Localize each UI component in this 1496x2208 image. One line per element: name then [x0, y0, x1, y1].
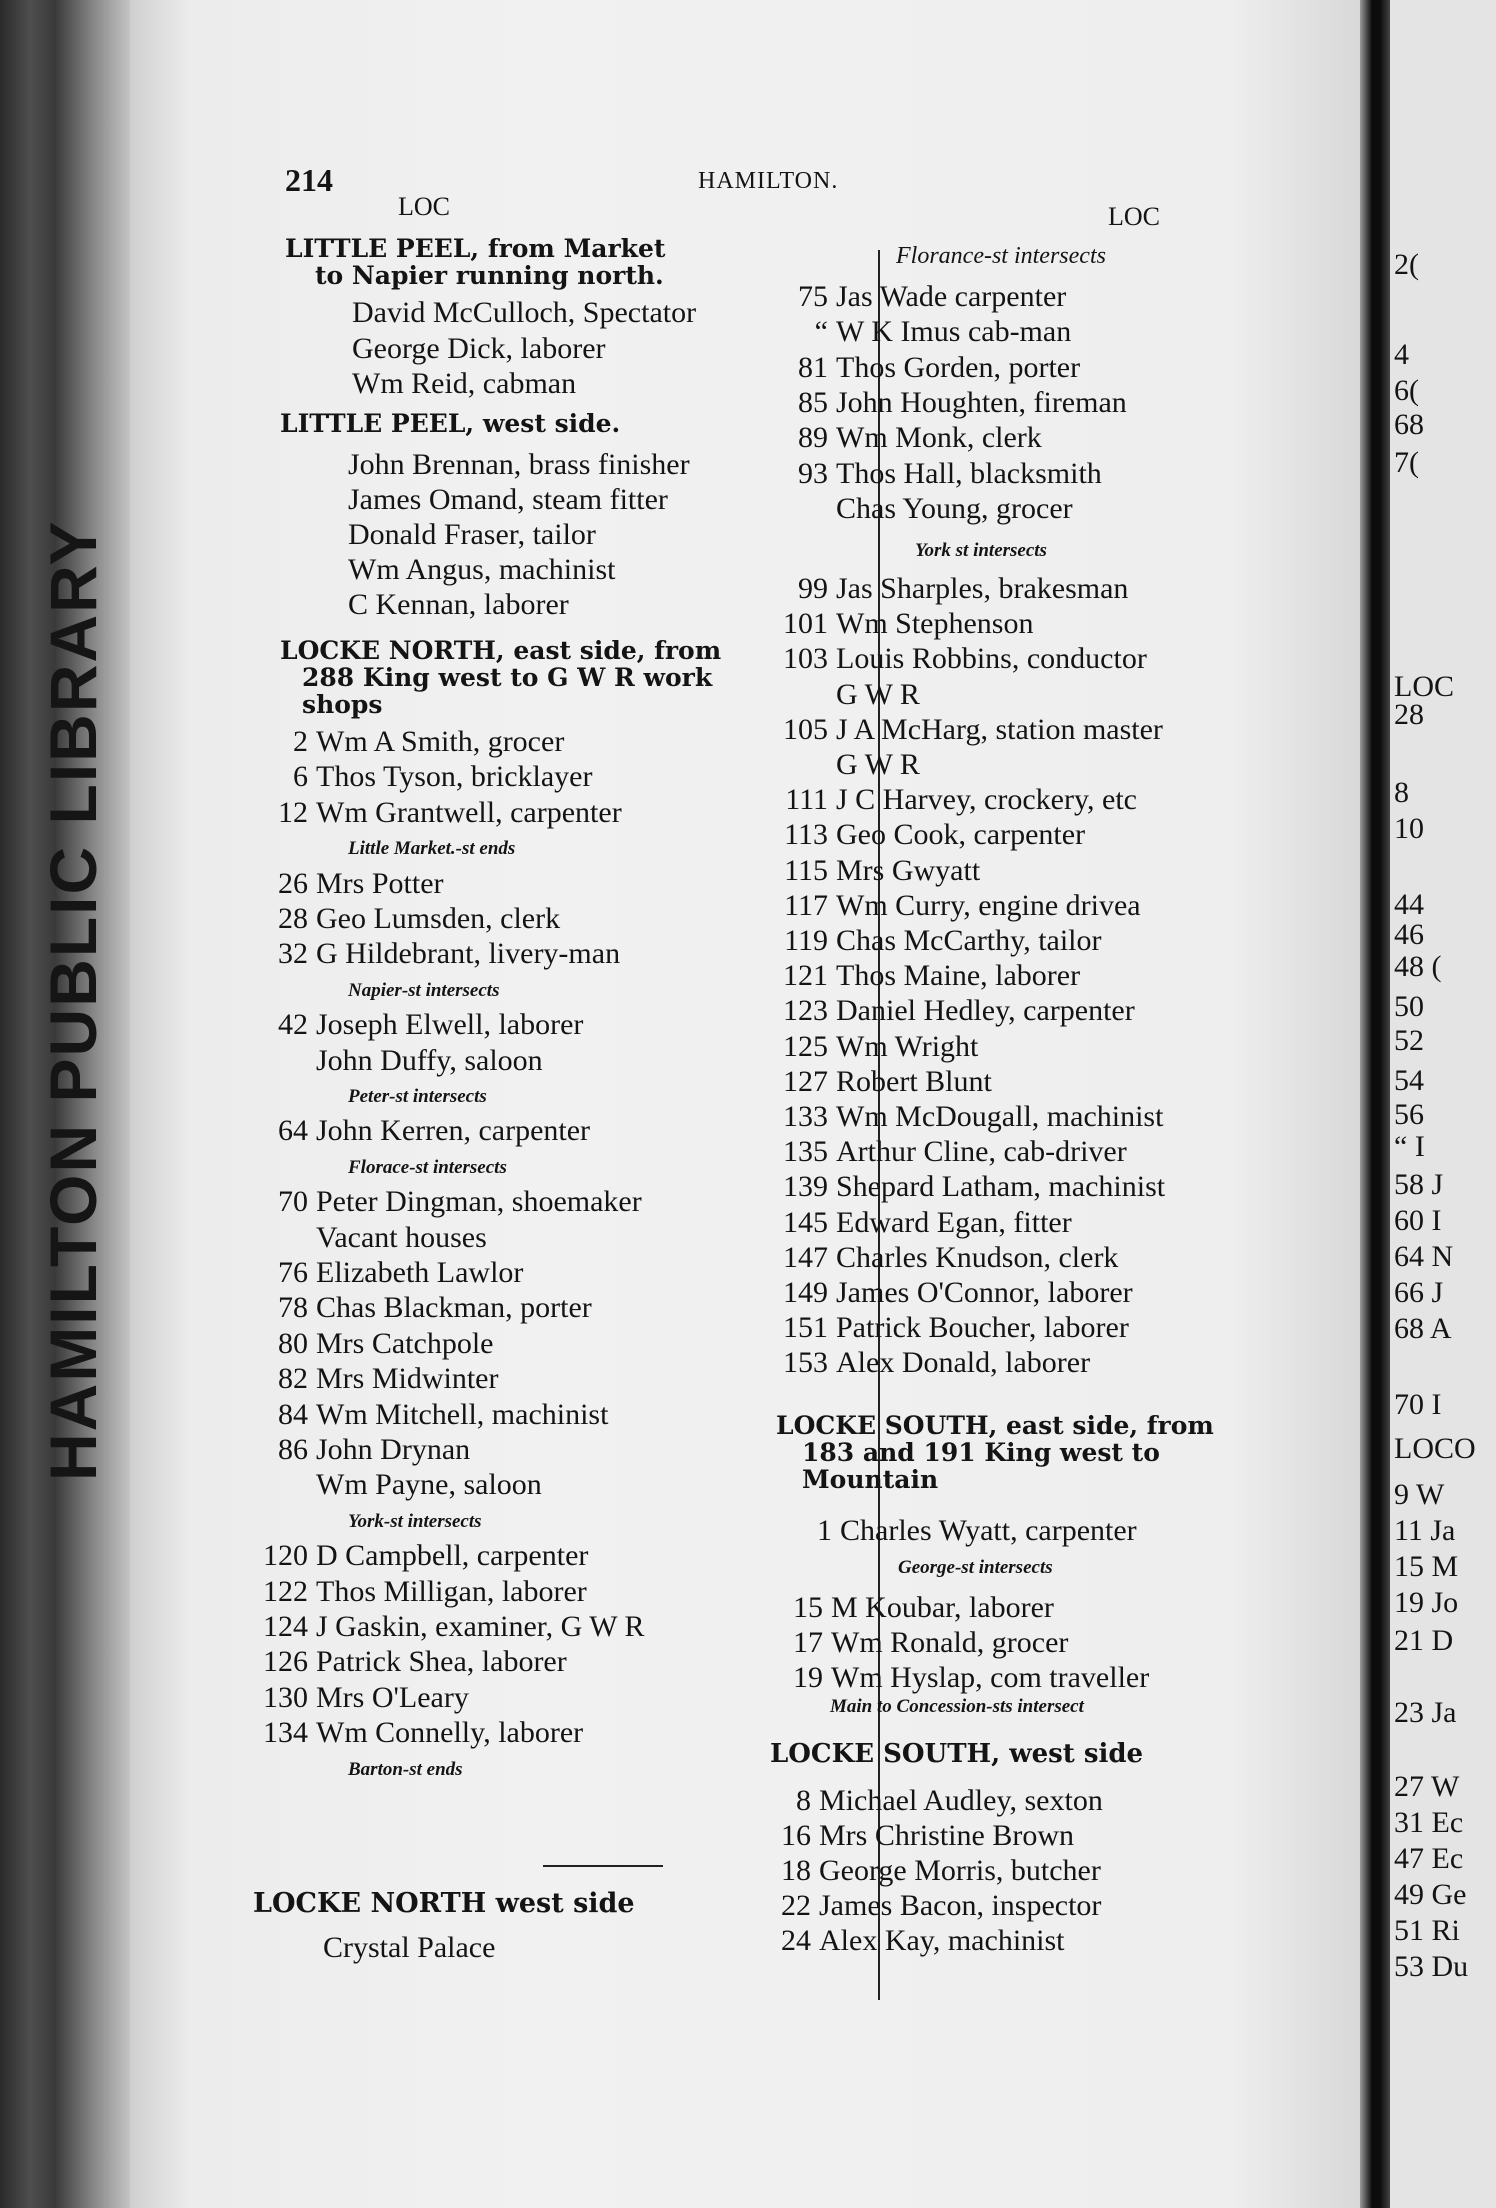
entry	[258, 867, 444, 901]
entry	[770, 1170, 1165, 1204]
adjacent-page-fragment: 2(	[1394, 248, 1419, 281]
adjacent-page-fragment: 23 Ja	[1394, 1696, 1457, 1729]
cross-street: York-st intersects	[348, 1510, 482, 1532]
resident: Wm Wright	[836, 1029, 979, 1063]
entry	[788, 280, 1066, 314]
street-heading: LOCKE SOUTH, west side	[770, 1739, 1144, 1769]
adjacent-page-fragment: 10	[1394, 812, 1424, 845]
house-number: 126	[263, 1645, 308, 1679]
house-number: 78	[278, 1291, 308, 1325]
resident: Mrs Catchpole	[316, 1326, 494, 1360]
adjacent-page-fragment: 64 N	[1394, 1240, 1454, 1273]
adjacent-page-fragment: 70 I	[1394, 1388, 1442, 1421]
entry	[258, 725, 564, 759]
street-heading: LOCKE SOUTH, east side, from	[776, 1411, 1214, 1440]
house-number: 16	[781, 1819, 811, 1852]
house-number: 153	[783, 1346, 828, 1380]
entry	[258, 796, 622, 830]
house-number: 103	[783, 642, 828, 676]
resident: J Gaskin, examiner, G W R	[316, 1610, 645, 1643]
resident: Mrs Gwyatt	[836, 853, 981, 887]
house-number: 8	[796, 1784, 811, 1817]
house-number: 2	[293, 725, 308, 758]
entry	[770, 1030, 978, 1064]
house-number: 70	[278, 1185, 308, 1219]
resident: Thos Hall, blacksmith	[836, 456, 1102, 490]
adjacent-page-fragment: 54	[1394, 1064, 1424, 1097]
cross-street: York st intersects	[915, 540, 1047, 561]
house-number: 26	[278, 866, 308, 900]
entry	[258, 1575, 587, 1609]
entry	[771, 1924, 1065, 1958]
entry	[258, 902, 560, 936]
house-number: 93	[798, 456, 828, 490]
library-stamp: HAMILTON PUBLIC LIBRARY	[36, 519, 110, 1481]
adjacent-page-fragment: 21 D	[1394, 1624, 1454, 1657]
adjacent-page-fragment: 56	[1394, 1098, 1424, 1131]
street-heading-cont: 288 King west to G W R work	[302, 663, 713, 692]
cross-street: Florance-st intersects	[896, 243, 1106, 269]
resident: James O'Connor, laborer	[836, 1276, 1133, 1309]
house-number: 119	[784, 924, 828, 957]
adjacent-page-fragment: 19 Jo	[1394, 1586, 1459, 1619]
house-number: 111	[785, 783, 828, 817]
house-number: 147	[783, 1240, 828, 1274]
house-number: 76	[278, 1256, 308, 1289]
resident: Joseph Elwell, laborer	[316, 1008, 584, 1042]
entry	[258, 1539, 588, 1573]
resident: Wm A Smith, grocer	[316, 725, 565, 758]
resident: Geo Lumsden, clerk	[316, 902, 561, 935]
entry	[258, 1716, 583, 1750]
resident: Vacant houses	[316, 1220, 487, 1254]
adjacent-page-edge	[1390, 0, 1496, 2208]
adjacent-page-fragment: 66 J	[1394, 1276, 1444, 1309]
entry	[788, 421, 1042, 455]
house-number: 80	[278, 1326, 308, 1360]
resident: Patrick Boucher, laborer	[836, 1311, 1129, 1345]
resident: W K Imus cab-man	[836, 315, 1072, 349]
resident: Elizabeth Lawlor	[316, 1256, 524, 1289]
resident: John Houghten, fireman	[836, 385, 1127, 419]
house-number: 12	[278, 795, 308, 829]
house-number: 22	[781, 1889, 811, 1922]
adjacent-page-fragment: 51 Ri	[1394, 1914, 1460, 1947]
entry	[258, 1362, 499, 1396]
adjacent-page-fragment: 4	[1394, 338, 1409, 371]
entry	[258, 1468, 542, 1502]
entry	[770, 678, 920, 712]
house-number: 125	[783, 1029, 828, 1063]
house-number: 120	[263, 1539, 308, 1573]
house-number: 18	[781, 1854, 811, 1887]
entry: George Dick, laborer	[352, 332, 606, 365]
resident: Patrick Shea, laborer	[316, 1645, 567, 1679]
cross-street: Little Market.-st ends	[348, 838, 516, 860]
house-number: 15	[793, 1591, 823, 1624]
house-number: 113	[784, 818, 828, 852]
entry	[788, 351, 1080, 385]
cross-street: George-st intersects	[898, 1557, 1053, 1578]
resident: Mrs Midwinter	[316, 1362, 499, 1396]
resident: Mrs O'Leary	[316, 1680, 469, 1714]
resident: Peter Dingman, shoemaker	[316, 1185, 642, 1219]
adjacent-page-fragment: 6(	[1394, 374, 1419, 407]
entry: John Brennan, brass finisher	[348, 448, 690, 481]
entry	[788, 386, 1127, 420]
entry: C Kennan, laborer	[348, 588, 569, 621]
entry	[258, 1114, 590, 1148]
resident: Robert Blunt	[836, 1064, 992, 1098]
house-number: 117	[784, 888, 828, 922]
resident: G W R	[836, 677, 920, 711]
entry: James Omand, steam fitter	[348, 483, 668, 516]
adjacent-page-fragment: 68	[1394, 408, 1424, 441]
entry	[770, 748, 920, 782]
entry	[771, 1819, 1074, 1853]
entry	[770, 713, 1163, 747]
resident: Wm Connelly, laborer	[316, 1716, 584, 1750]
resident: George Morris, butcher	[819, 1854, 1101, 1887]
house-number: 151	[783, 1311, 828, 1345]
house-number: 99	[798, 572, 828, 605]
house-number: 130	[263, 1680, 308, 1714]
entry	[783, 1661, 1149, 1695]
street-heading: LOCKE NORTH west side	[253, 1888, 635, 1919]
resident: G W R	[836, 748, 920, 781]
resident: Jas Sharples, brakesman	[836, 572, 1129, 605]
resident: Wm Hyslap, com traveller	[831, 1661, 1150, 1694]
entry: David McCulloch, Spectator	[352, 296, 697, 329]
house-number: 124	[263, 1610, 308, 1643]
resident: John Drynan	[316, 1433, 471, 1466]
adjacent-page-fragment: “ I	[1394, 1130, 1425, 1163]
street-heading-cont: shops	[302, 690, 383, 719]
entry	[771, 1854, 1101, 1888]
house-number: 105	[783, 712, 828, 746]
adjacent-page-fragment: 11 Ja	[1394, 1514, 1456, 1547]
resident: J A McHarg, station master	[836, 712, 1163, 746]
house-number: 101	[783, 607, 828, 641]
house-number: 24	[781, 1924, 811, 1957]
resident: G Hildebrant, livery-man	[316, 937, 621, 971]
entry	[770, 783, 1137, 817]
house-number: 42	[278, 1008, 308, 1042]
entry	[258, 1645, 567, 1679]
entry	[258, 1398, 608, 1432]
entry	[788, 315, 1071, 349]
directory-page	[130, 0, 1360, 2208]
house-number: 121	[783, 959, 828, 993]
street-heading-cont: Mountain	[802, 1465, 939, 1494]
resident: Chas Blackman, porter	[316, 1291, 592, 1325]
house-number: 17	[793, 1626, 823, 1659]
house-number: “	[814, 315, 828, 349]
entry	[770, 994, 1135, 1028]
resident: Wm Payne, saloon	[316, 1468, 542, 1502]
resident: Wm McDougall, machinist	[836, 1100, 1164, 1133]
street-heading-cont: to Napier running north.	[315, 261, 664, 290]
resident: Chas Young, grocer	[836, 491, 1073, 525]
resident: Louis Robbins, conductor	[836, 642, 1147, 676]
entry	[770, 1346, 1090, 1380]
house-number: 127	[783, 1064, 828, 1098]
entry	[770, 1311, 1129, 1345]
adjacent-page-fragment: 8	[1394, 776, 1409, 809]
street-heading-cont: 183 and 191 King west to	[802, 1438, 1160, 1467]
street-heading: LOCKE NORTH, east side, from	[280, 636, 722, 665]
entry	[788, 457, 1102, 491]
adjacent-page-fragment: 44	[1394, 888, 1424, 921]
house-number: 84	[278, 1397, 308, 1431]
house-number: 89	[798, 421, 828, 455]
house-number: 28	[278, 902, 308, 935]
cross-street: Napier-st intersects	[348, 979, 500, 1001]
resident: John Kerren, carpenter	[316, 1114, 591, 1148]
section-rule	[543, 1865, 663, 1867]
entry	[770, 1206, 1072, 1240]
adjacent-page-fragment: 58 J	[1394, 1168, 1444, 1201]
entry	[783, 1626, 1068, 1660]
resident: John Duffy, saloon	[316, 1043, 543, 1077]
entry: Crystal Palace	[323, 1931, 496, 1964]
street-heading: LITTLE PEEL, from Market	[285, 234, 666, 263]
house-number: 6	[293, 760, 308, 794]
entry	[258, 1256, 523, 1290]
entry	[770, 572, 1128, 606]
entry	[770, 854, 980, 888]
adjacent-page-fragment: 52	[1394, 1024, 1424, 1057]
entry	[770, 889, 1141, 923]
resident: Daniel Hedley, carpenter	[836, 994, 1135, 1028]
house-number: 64	[278, 1114, 308, 1148]
entry	[258, 937, 620, 971]
resident: Chas McCarthy, tailor	[836, 924, 1102, 957]
adjacent-page-fragment: 46	[1394, 918, 1424, 951]
cross-street: Florace-st intersects	[348, 1156, 507, 1178]
entry	[770, 1065, 992, 1099]
resident: Wm Grantwell, carpenter	[316, 795, 622, 829]
adjacent-page-fragment: 49 Ge	[1394, 1878, 1467, 1911]
house-number: 145	[783, 1205, 828, 1239]
adjacent-page-fragment: 68 A	[1394, 1312, 1452, 1345]
house-number: 115	[784, 853, 828, 887]
house-number: 82	[278, 1362, 308, 1396]
resident: Michael Audley, sexton	[819, 1784, 1103, 1817]
entry	[770, 1276, 1133, 1310]
entry: Donald Fraser, tailor	[348, 518, 596, 551]
house-number: 19	[793, 1661, 823, 1694]
adjacent-page-fragment: LOCO	[1394, 1432, 1476, 1465]
entry	[258, 1327, 493, 1361]
house-number: 86	[278, 1433, 308, 1466]
adjacent-page-fragment: 7(	[1394, 446, 1419, 479]
entry	[770, 1241, 1118, 1275]
entry	[258, 1221, 487, 1255]
entry	[783, 1591, 1054, 1625]
house-number: 134	[263, 1716, 308, 1750]
resident: Arthur Cline, cab-driver	[836, 1135, 1127, 1169]
entry	[258, 760, 592, 794]
entry	[258, 1008, 583, 1042]
resident: Shepard Latham, machinist	[836, 1170, 1166, 1204]
house-number: 81	[798, 350, 828, 384]
adjacent-page-fragment: 9 W	[1394, 1478, 1445, 1511]
house-number: 122	[263, 1574, 308, 1608]
entry	[258, 1044, 543, 1078]
entry	[771, 1784, 1103, 1818]
resident: Wm Stephenson	[836, 607, 1034, 641]
cross-street: Peter-st intersects	[348, 1086, 487, 1107]
adjacent-page-fragment: 15 M	[1394, 1550, 1459, 1583]
resident: J C Harvey, crockery, etc	[836, 783, 1137, 817]
resident: James Bacon, inspector	[819, 1889, 1102, 1922]
house-number: 149	[783, 1276, 828, 1309]
entry	[770, 818, 1085, 852]
entry	[770, 1135, 1127, 1169]
house-number: 135	[783, 1135, 828, 1169]
entry	[770, 1100, 1163, 1134]
entry	[770, 642, 1147, 676]
page-number: 214	[285, 162, 333, 198]
adjacent-page-fragment: LOC	[1394, 670, 1454, 703]
entry: 1 Charles Wyatt, carpenter	[817, 1514, 1137, 1547]
resident: Mrs Potter	[316, 866, 444, 900]
resident: Geo Cook, carpenter	[836, 818, 1086, 852]
resident: Wm Ronald, grocer	[831, 1626, 1069, 1659]
running-title: HAMILTON.	[698, 168, 839, 194]
resident: D Campbell, carpenter	[316, 1539, 589, 1573]
entry	[258, 1681, 469, 1715]
street-heading: LITTLE PEEL, west side.	[280, 409, 621, 438]
entry	[771, 1889, 1101, 1923]
resident: Thos Milligan, laborer	[316, 1574, 587, 1608]
resident: Wm Curry, engine drivea	[836, 888, 1141, 922]
adjacent-page-fragment: 28	[1394, 698, 1424, 731]
adjacent-page-fragment: 60 I	[1394, 1204, 1442, 1237]
entry	[258, 1610, 644, 1644]
resident: Wm Monk, clerk	[836, 421, 1042, 455]
adjacent-page-fragment: 31 Ec	[1394, 1806, 1464, 1839]
entry: Wm Angus, machinist	[348, 553, 616, 586]
library-binding-strip	[0, 0, 130, 2208]
resident: Charles Knudson, clerk	[836, 1240, 1119, 1274]
resident: Mrs Christine Brown	[819, 1819, 1074, 1852]
resident: M Koubar, laborer	[831, 1591, 1054, 1624]
house-number: 123	[783, 994, 828, 1028]
entry	[258, 1185, 642, 1219]
entry	[770, 607, 1033, 641]
entry: Wm Reid, cabman	[352, 367, 577, 400]
entry	[770, 959, 1080, 993]
entry	[258, 1433, 470, 1467]
cross-street: Barton-st ends	[348, 1758, 463, 1780]
left-guide-word: LOC	[398, 192, 450, 221]
book-gutter	[1360, 0, 1390, 2208]
house-number: 139	[783, 1170, 828, 1204]
resident: Thos Maine, laborer	[836, 959, 1081, 993]
resident: Edward Egan, fitter	[836, 1205, 1072, 1239]
adjacent-page-fragment: 50	[1394, 990, 1424, 1023]
adjacent-page-fragment: 27 W	[1394, 1770, 1460, 1803]
resident: Jas Wade carpenter	[836, 280, 1067, 313]
resident: Thos Tyson, bricklayer	[316, 760, 593, 794]
adjacent-page-fragment: 47 Ec	[1394, 1842, 1464, 1875]
house-number: 75	[798, 280, 828, 313]
entry	[788, 492, 1073, 526]
right-guide-word: LOC	[1108, 202, 1160, 231]
adjacent-page-fragment: 53 Du	[1394, 1950, 1469, 1983]
entry	[258, 1291, 592, 1325]
house-number: 32	[278, 937, 308, 971]
resident: Alex Kay, machinist	[819, 1924, 1065, 1957]
cross-street: Main to Concession-sts intersect	[830, 1696, 1084, 1717]
house-number: 133	[783, 1100, 828, 1133]
house-number: 85	[798, 385, 828, 419]
entry	[770, 924, 1102, 958]
resident: Alex Donald, laborer	[836, 1346, 1091, 1380]
adjacent-page-fragment: 48 (	[1394, 950, 1442, 983]
resident: Wm Mitchell, machinist	[316, 1397, 609, 1431]
resident: Thos Gorden, porter	[836, 350, 1081, 384]
